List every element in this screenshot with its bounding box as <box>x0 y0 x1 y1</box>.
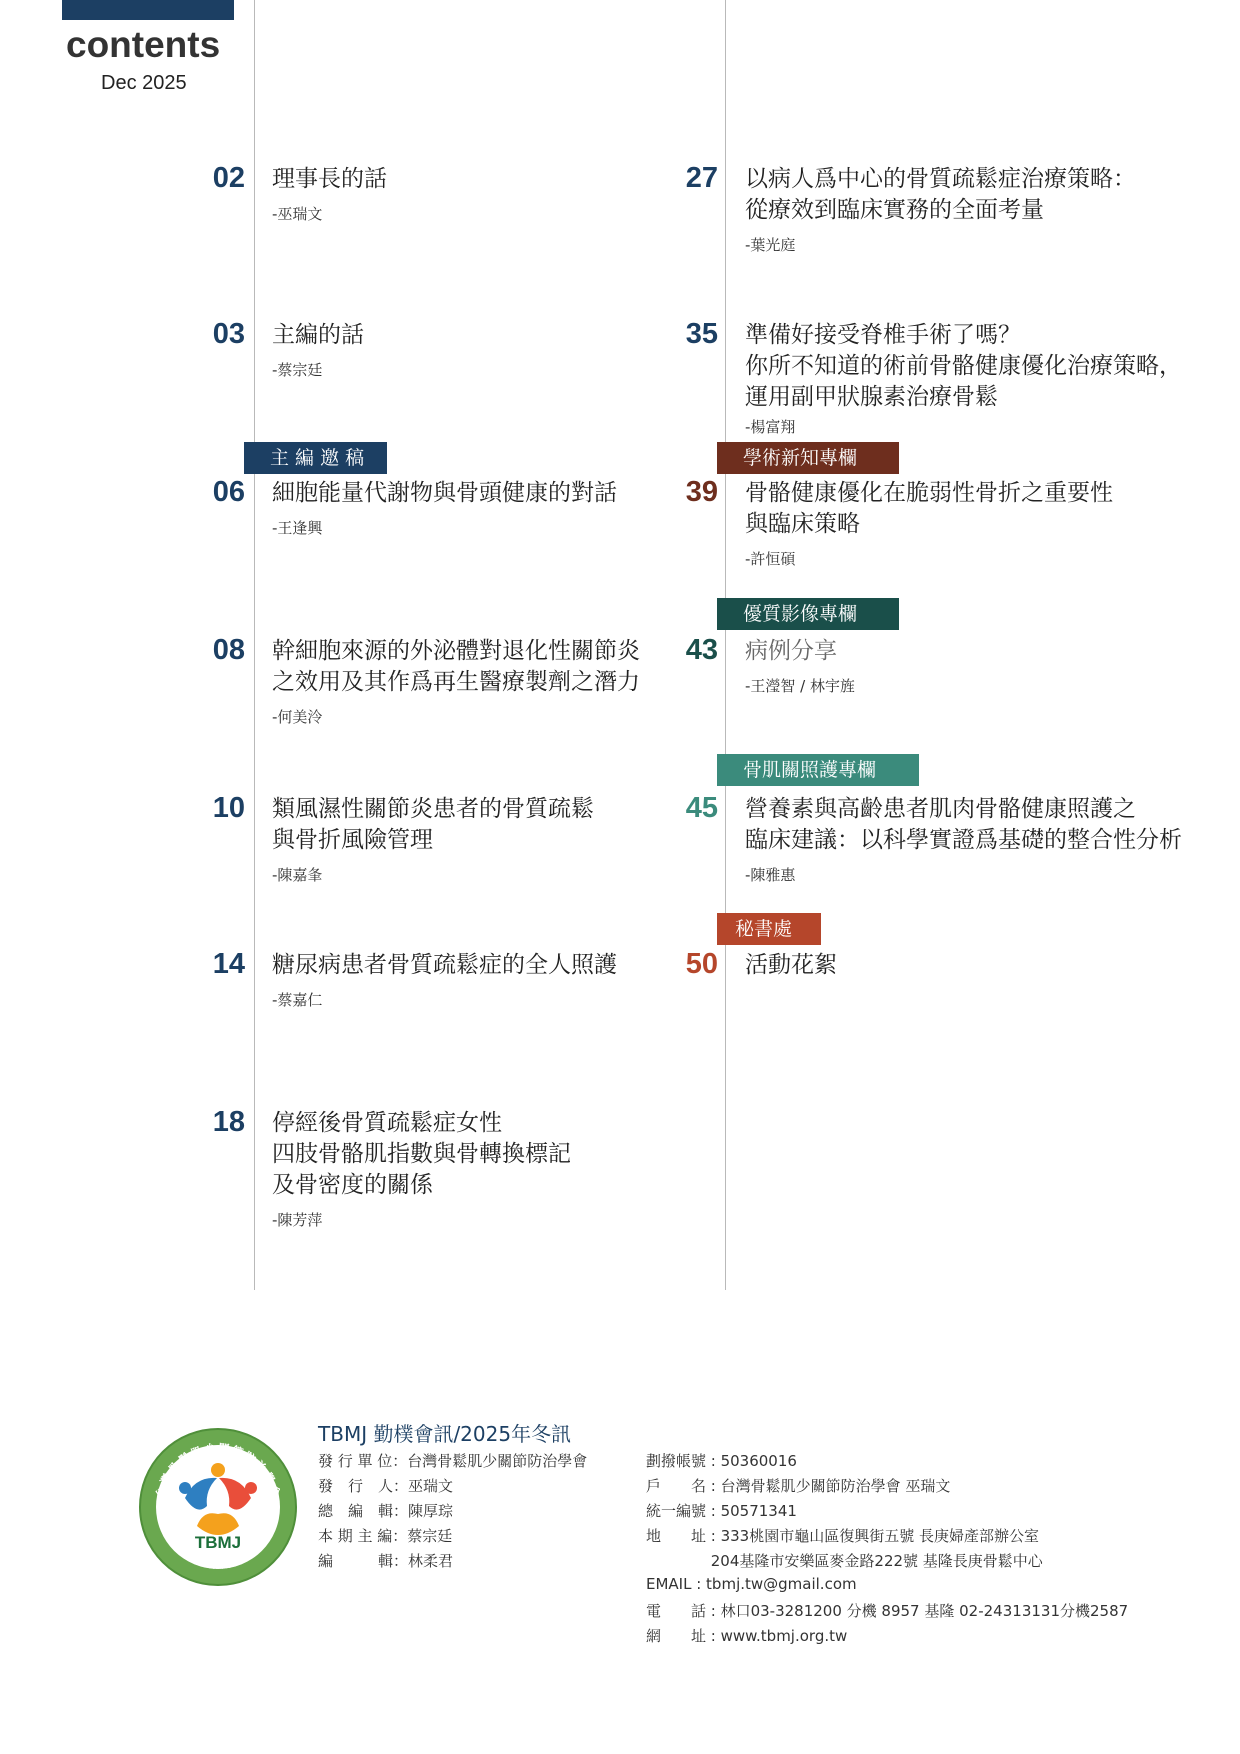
page-number: 27 <box>685 162 718 194</box>
article-title: 糖尿病患者骨質疏鬆症的全人照護 <box>272 952 617 978</box>
article-author: -何美泠 <box>272 708 323 726</box>
article-author: -王瀅智 / 林宇旌 <box>745 677 856 695</box>
publisher-info: 本 期 主 編：蔡宗廷 <box>318 1527 453 1545</box>
article-title: 病例分享 <box>745 638 837 664</box>
article-title: 停經後骨質疏鬆症女性 四肢骨骼肌指數與骨轉換標記 及骨密度的關係 <box>272 1110 571 1198</box>
article-title: 營養素與高齡患者肌肉骨骼健康照護之 臨床建議：以科學實證爲基礎的整合性分析 <box>745 796 1182 853</box>
publisher-info: 發 行 人：巫瑞文 <box>318 1477 454 1495</box>
svg-text:TBMJ: TBMJ <box>194 1533 242 1552</box>
page-number: 39 <box>685 476 718 508</box>
page-number: 14 <box>212 948 245 980</box>
article-title: 細胞能量代謝物與骨頭健康的對話 <box>272 480 617 506</box>
page-number: 45 <box>685 792 718 824</box>
left-column-divider <box>254 0 255 1290</box>
article-title: 類風濕性關節炎患者的骨質疏鬆 與骨折風險管理 <box>272 796 594 853</box>
article-author: -許恒碩 <box>745 550 796 568</box>
article-title: 準備好接受脊椎手術了嗎？ 你所不知道的術前骨骼健康優化治療策略， 運用副甲狀腺素治療骨鬆 <box>745 322 1182 410</box>
right-column-divider <box>725 0 726 1290</box>
section-tag: 秘書處 <box>717 913 821 945</box>
article-author: -葉光庭 <box>745 236 796 254</box>
section-tag: 學術新知專欄 <box>717 442 899 474</box>
svg-text:Taiwan Bone Muscle Joint Total: Taiwan Bone Muscle Joint Total Care Association <box>160 1523 276 1572</box>
page-number: 06 <box>212 476 245 508</box>
page-title: contents <box>66 24 221 65</box>
article-author: -蔡宗廷 <box>272 361 323 379</box>
contact-info: 電 話 : 林口03-3281200 分機 8957 基隆 02-24313131分機2587 <box>646 1602 1129 1620</box>
publisher-info: 編 輯：林柔君 <box>318 1552 454 1570</box>
article-title: 理事長的話 <box>272 166 387 192</box>
page-number: 03 <box>212 318 245 350</box>
article-author: -楊富翔 <box>745 418 796 436</box>
section-tag: 優質影像專欄 <box>717 598 899 630</box>
page-number: 02 <box>212 162 245 194</box>
article-title: 主編的話 <box>272 322 364 348</box>
article-author: -陳嘉夆 <box>272 866 323 884</box>
section-tag: 主 編 邀 稿 <box>244 442 387 474</box>
svg-text:台灣骨鬆肌少關節防治學會: 台灣骨鬆肌少關節防治學會 <box>153 1441 283 1500</box>
article-author: -蔡嘉仁 <box>272 991 323 1009</box>
issue-date: Dec 2025 <box>101 72 187 94</box>
page-number: 35 <box>685 318 718 350</box>
contact-info: 統一編號 : 50571341 <box>646 1502 797 1520</box>
page-number: 10 <box>212 792 245 824</box>
page-number: 18 <box>212 1106 245 1138</box>
publisher-info: 發 行 單 位：台灣骨鬆肌少關節防治學會 <box>318 1452 588 1470</box>
article-author: -王逢興 <box>272 519 323 537</box>
page-number: 43 <box>685 634 718 666</box>
article-title: 骨骼健康優化在脆弱性骨折之重要性 與臨床策略 <box>745 480 1113 537</box>
publisher-info: 總 編 輯：陳厚琮 <box>318 1502 454 1520</box>
section-tag: 骨肌關照護專欄 <box>717 754 919 786</box>
header-accent-bar <box>62 0 234 20</box>
contact-info: 204基隆市安樂區麥金路222號 基隆長庚骨鬆中心 <box>646 1552 1043 1570</box>
article-title: 幹細胞來源的外泌體對退化性關節炎 之效用及其作爲再生醫療製劑之潛力 <box>272 638 640 695</box>
article-author: -陳雅惠 <box>745 866 796 884</box>
website-link[interactable]: 網 址 : www.tbmj.org.tw <box>646 1627 848 1645</box>
article-author: -巫瑞文 <box>272 205 323 223</box>
page-number: 08 <box>212 634 245 666</box>
publication-title: TBMJ 勤樸會訊/2025年冬訊 <box>318 1422 572 1446</box>
contact-info: 戶 名 : 台灣骨鬆肌少關節防治學會 巫瑞文 <box>646 1477 951 1495</box>
association-logo-icon <box>137 1426 299 1588</box>
article-title: 活動花絮 <box>745 952 837 978</box>
article-author: -陳芳萍 <box>272 1211 323 1229</box>
contact-info: 地 址 : 333桃園市龜山區復興街五號 長庚婦產部辦公室 <box>646 1527 1039 1545</box>
contact-info: 劃撥帳號 : 50360016 <box>646 1452 797 1470</box>
email-link[interactable]: EMAIL : tbmj.tw@gmail.com <box>646 1575 857 1593</box>
page-number: 50 <box>685 948 718 980</box>
article-title: 以病人爲中心的骨質疏鬆症治療策略： 從療效到臨床實務的全面考量 <box>745 166 1136 223</box>
